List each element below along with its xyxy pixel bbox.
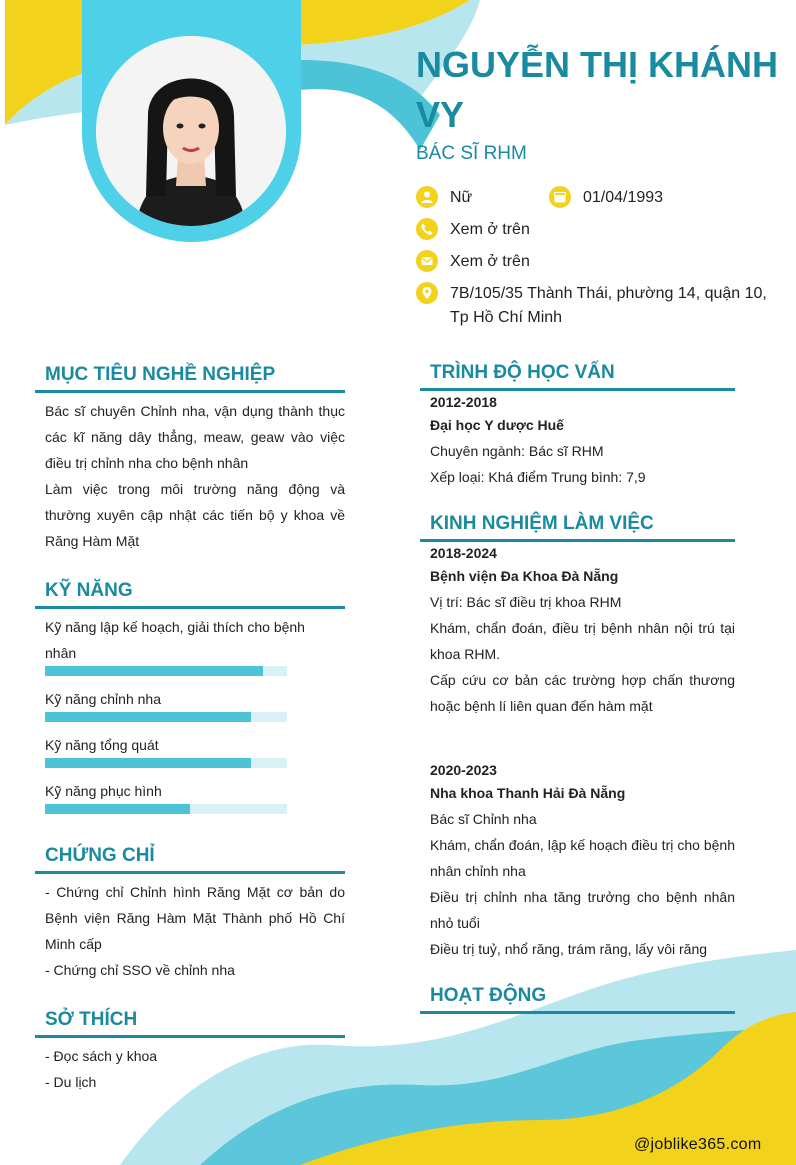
experience-job bbox=[430, 543, 735, 719]
hobbies-heading: SỞ THÍCH bbox=[35, 1007, 345, 1038]
gender-value: Nữ bbox=[450, 189, 473, 206]
hobby-line: - Đọc sách y khoa bbox=[45, 1048, 158, 1064]
job-period: 2018-2024 bbox=[430, 545, 497, 561]
certificates-text bbox=[45, 879, 345, 983]
education-block bbox=[430, 392, 735, 490]
location-icon bbox=[416, 282, 438, 304]
job-org: Bệnh viện Đa Khoa Đà Nẵng bbox=[430, 568, 619, 584]
objective-line: Làm việc trong môi trường năng động và thường xuyên cập nhật các tiến bộ y khoa về Răng Hàm Mặt bbox=[45, 481, 345, 549]
phone-icon bbox=[416, 218, 438, 240]
calendar-icon bbox=[549, 186, 571, 208]
email-value: Xem ở trên bbox=[450, 253, 530, 270]
candidate-name: NGUYỄN THỊ KHÁNH VY bbox=[416, 44, 779, 135]
certificate-line: - Chứng chỉ SSO về chỉnh nha bbox=[45, 962, 235, 978]
job-org: Nha khoa Thanh Hải Đà Nẵng bbox=[430, 785, 626, 801]
experience-heading: KINH NGHIỆM LÀM VIỆC bbox=[420, 511, 735, 542]
watermark: @joblike365.com bbox=[634, 1136, 762, 1153]
objective-heading: MỤC TIÊU NGHỀ NGHIỆP bbox=[35, 362, 345, 393]
email-row bbox=[416, 250, 530, 274]
education-major: Chuyên ngành: Bác sĩ RHM bbox=[430, 443, 604, 459]
objective-line: Bác sĩ chuyên Chỉnh nha, vận dụng thành thục các kĩ năng dây thẳng, meaw, geaw vào việc điều trị chỉnh nha cho bệnh nhân bbox=[45, 403, 345, 471]
dob-row bbox=[549, 186, 663, 210]
skill-bar bbox=[45, 758, 287, 768]
education-period: 2012-2018 bbox=[430, 394, 497, 410]
skill-bar bbox=[45, 666, 287, 676]
certificates-heading: CHỨNG CHỈ bbox=[35, 843, 345, 874]
certificate-line: - Chứng chỉ Chỉnh hình Răng Mặt cơ bản do Bệnh viện Răng Hàm Mặt Thành phố Hồ Chí Minh cấp bbox=[45, 884, 345, 952]
hobbies-text bbox=[45, 1043, 345, 1095]
avatar bbox=[96, 36, 286, 226]
skill-bar-fill bbox=[45, 758, 251, 768]
address-row bbox=[416, 282, 776, 330]
education-grade: Xếp loại: Khá điểm Trung bình: 7,9 bbox=[430, 469, 646, 485]
job-line: Khám, chẩn đoán, điều trị bệnh nhân nội trú tại khoa RHM. bbox=[430, 620, 735, 662]
education-school: Đại học Y dược Huế bbox=[430, 417, 564, 433]
job-line: Khám, chẩn đoán, lập kế hoạch điều trị cho bệnh nhân chỉnh nha bbox=[430, 837, 735, 879]
mail-icon bbox=[416, 250, 438, 272]
job-line: Vị trí: Bác sĩ điều trị khoa RHM bbox=[430, 594, 622, 610]
skill-bar-fill bbox=[45, 712, 251, 722]
skill-label: Kỹ năng lập kế hoạch, giải thích cho bệnh nhân bbox=[45, 619, 305, 661]
dob-value: 01/04/1993 bbox=[583, 189, 664, 206]
skill-label: Kỹ năng phục hình bbox=[45, 783, 162, 799]
skill-bar-fill bbox=[45, 804, 190, 814]
address-value: 7B/105/35 Thành Thái, phường 14, quận 10, Tp Hồ Chí Minh bbox=[450, 285, 767, 326]
activities-heading: HOẠT ĐỘNG bbox=[420, 983, 735, 1014]
user-icon bbox=[416, 186, 438, 208]
skill-label: Kỹ năng tổng quát bbox=[45, 737, 159, 753]
education-heading: TRÌNH ĐỘ HỌC VẤN bbox=[420, 360, 735, 391]
job-period: 2020-2023 bbox=[430, 762, 497, 778]
phone-value: Xem ở trên bbox=[450, 221, 530, 238]
experience-job bbox=[430, 760, 735, 962]
job-line: Điều trị tuỷ, nhổ răng, trám răng, lấy vôi răng bbox=[430, 941, 708, 957]
objective-text bbox=[45, 398, 345, 554]
gender-row bbox=[416, 186, 472, 210]
job-line: Bác sĩ Chỉnh nha bbox=[430, 811, 537, 827]
skill-label: Kỹ năng chỉnh nha bbox=[45, 691, 161, 707]
skill-bar-fill bbox=[45, 666, 263, 676]
skills-heading: KỸ NĂNG bbox=[35, 578, 345, 609]
job-line: Điều trị chỉnh nha tăng trưởng cho bệnh nhân nhỏ tuổi bbox=[430, 889, 735, 931]
skill-bar bbox=[45, 712, 287, 722]
job-title: BÁC SĨ RHM bbox=[416, 143, 527, 164]
hobby-line: - Du lịch bbox=[45, 1074, 97, 1090]
job-line: Cấp cứu cơ bản các trường hợp chấn thương hoặc bệnh lí liên quan đến hàm mặt bbox=[430, 672, 735, 714]
phone-row bbox=[416, 218, 530, 242]
skill-bar bbox=[45, 804, 287, 814]
